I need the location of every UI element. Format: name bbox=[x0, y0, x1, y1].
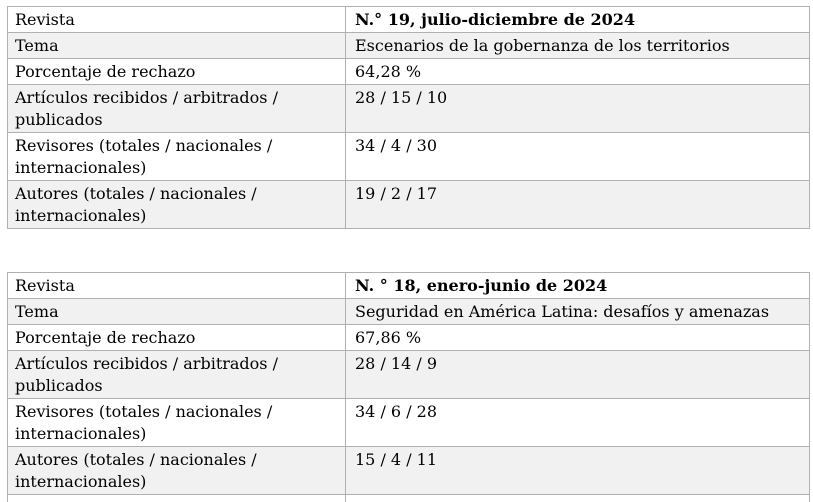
row-value: 28 / 14 / 9 bbox=[346, 351, 810, 399]
row-label: Revisores (totales / nacionales / internacionales) bbox=[8, 133, 346, 181]
table-body bbox=[8, 273, 810, 502]
row-label: Autores (totales / nacionales / internacionales) bbox=[8, 447, 346, 495]
table-row bbox=[8, 351, 810, 399]
row-label: Revista bbox=[8, 273, 346, 299]
table-row bbox=[8, 273, 810, 299]
row-label bbox=[8, 495, 346, 502]
row-value: 67,86 % bbox=[346, 325, 810, 351]
row-value: 15 / 4 / 11 bbox=[346, 447, 810, 495]
row-label: Artículos recibidos / arbitrados / publicados bbox=[8, 85, 346, 133]
table-row bbox=[8, 85, 810, 133]
table-row bbox=[8, 7, 810, 33]
row-label: Revisores (totales / nacionales / internacionales) bbox=[8, 399, 346, 447]
row-value: 19 / 2 / 17 bbox=[346, 181, 810, 229]
journal-stats-table-issue-19 bbox=[7, 6, 810, 229]
row-value: 64,28 % bbox=[346, 59, 810, 85]
row-value: N.° 19, julio-diciembre de 2024 bbox=[346, 7, 810, 33]
table-body bbox=[8, 7, 810, 229]
row-label: Porcentaje de rechazo bbox=[8, 325, 346, 351]
row-value: 34 / 4 / 30 bbox=[346, 133, 810, 181]
row-label: Tema bbox=[8, 33, 346, 59]
journal-stats-table-issue-18 bbox=[7, 272, 810, 502]
table-row bbox=[8, 299, 810, 325]
row-label: Artículos recibidos / arbitrados / publicados bbox=[8, 351, 346, 399]
row-label: Porcentaje de rechazo bbox=[8, 59, 346, 85]
row-value bbox=[346, 495, 810, 502]
row-value: 28 / 15 / 10 bbox=[346, 85, 810, 133]
row-label: Revista bbox=[8, 7, 346, 33]
table-row-partial bbox=[8, 495, 810, 502]
table-row bbox=[8, 181, 810, 229]
row-label: Autores (totales / nacionales / internacionales) bbox=[8, 181, 346, 229]
row-label: Tema bbox=[8, 299, 346, 325]
table-row bbox=[8, 399, 810, 447]
table-row bbox=[8, 59, 810, 85]
row-value: Escenarios de la gobernanza de los territorios bbox=[346, 33, 810, 59]
row-value: 34 / 6 / 28 bbox=[346, 399, 810, 447]
row-value: N. ° 18, enero-junio de 2024 bbox=[346, 273, 810, 299]
row-value: Seguridad en América Latina: desafíos y amenazas bbox=[346, 299, 810, 325]
table-row bbox=[8, 447, 810, 495]
table-row bbox=[8, 325, 810, 351]
table-row bbox=[8, 133, 810, 181]
table-row bbox=[8, 33, 810, 59]
